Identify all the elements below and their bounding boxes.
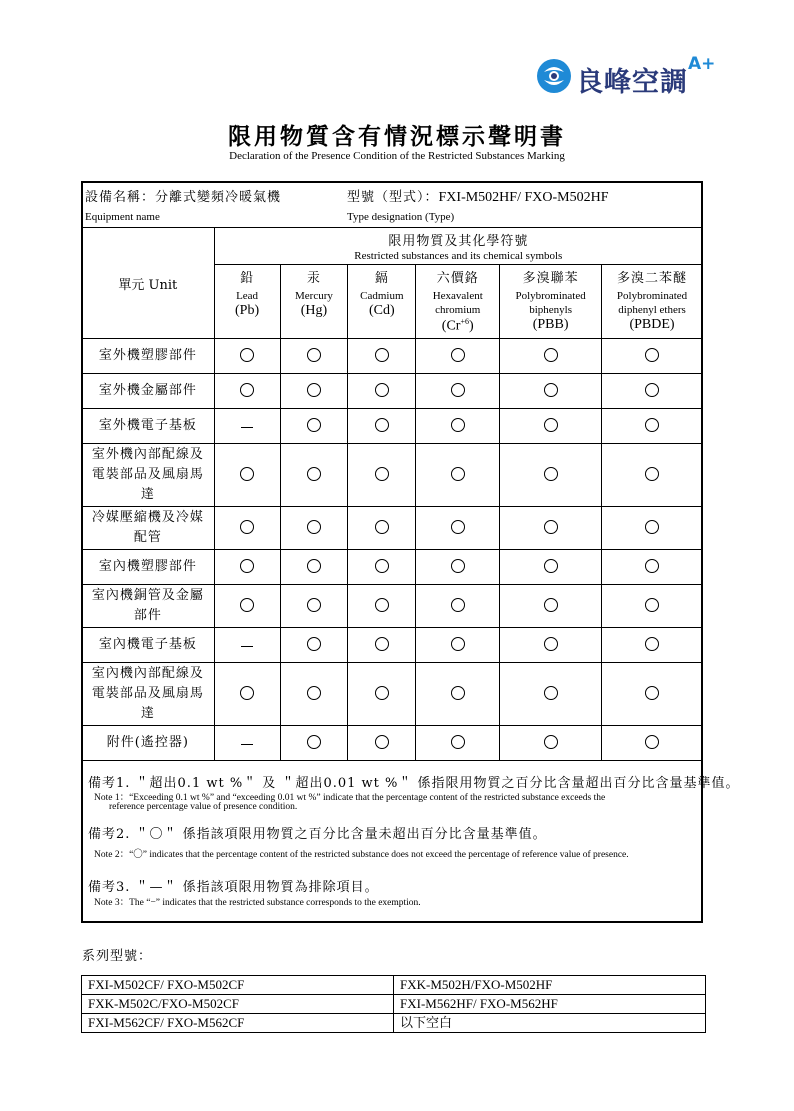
circle-mark: [375, 735, 389, 749]
mark-cell: [602, 726, 703, 761]
chemical-symbol: [416, 317, 499, 335]
circle-mark: [375, 348, 389, 362]
circle-mark: [544, 735, 558, 749]
circle-mark: [451, 686, 465, 700]
substance-name-en-2: chromium: [435, 304, 481, 316]
substances-group-header: [214, 228, 702, 265]
circle-mark: [451, 418, 465, 432]
circle-mark: [375, 637, 389, 651]
circle-mark: [645, 467, 659, 481]
row-label: 附件(遙控器): [82, 726, 215, 761]
mark-cell: [500, 374, 602, 409]
mark-cell: [416, 726, 500, 761]
circle-mark: [544, 418, 558, 432]
substance-name-zh: 汞: [306, 271, 321, 286]
company-logo: [536, 56, 716, 100]
table-row: [82, 585, 703, 628]
page-title: 限用物質含有情況標示聲明書: [228, 123, 566, 150]
substance-name-zh: 鎘: [374, 271, 389, 286]
chemical-symbol-end: ): [468, 318, 474, 334]
mark-cell: [602, 374, 703, 409]
circle-mark: [645, 348, 659, 362]
circle-mark: [307, 686, 321, 700]
substance-name-en: Lead: [236, 290, 259, 302]
circle-mark: [645, 383, 659, 397]
mark-cell: [280, 339, 348, 374]
logo-text: 良峰空調: [576, 67, 688, 98]
circle-mark: [307, 418, 321, 432]
chemical-symbol-text: (PBDE): [629, 317, 675, 332]
substance-name-en: Mercury: [295, 290, 333, 302]
substance-name-zh: 多溴二苯醚: [617, 271, 688, 286]
substance-header: [416, 265, 500, 339]
note-3-en: Note 3：The “−” indicates that the restricted substance corresponds to the exemption.: [94, 898, 421, 908]
circle-mark: [240, 383, 254, 397]
substance-name-en: Polybrominated: [616, 290, 688, 302]
mark-cell: [280, 444, 348, 507]
row-label: 室內機電子基板: [82, 628, 215, 663]
circle-mark: [307, 735, 321, 749]
row-label: 室外機塑膠部件: [82, 339, 215, 374]
substance-name-zh: 鉛: [240, 271, 255, 286]
type-label-zh: 型號（型式）：: [347, 190, 439, 205]
row-label: 室外機金屬部件: [82, 374, 215, 409]
mark-cell: [280, 550, 348, 585]
mark-cell: [602, 507, 703, 550]
series-row: [82, 995, 706, 1014]
mark-cell: [348, 507, 416, 550]
mark-cell: [214, 409, 280, 444]
circle-mark: [307, 467, 321, 481]
circle-mark: [645, 637, 659, 651]
table-row: [82, 339, 703, 374]
chemical-symbol: [281, 303, 348, 319]
circle-mark: [240, 559, 254, 573]
substance-header: [602, 265, 703, 339]
mark-cell: [500, 550, 602, 585]
mark-cell: [416, 374, 500, 409]
row-label: 室內機銅管及金屬部件: [82, 585, 215, 628]
substance-name-en: Hexavalent: [432, 290, 483, 302]
circle-mark: [375, 559, 389, 573]
circle-mark: [240, 598, 254, 612]
table-row: [82, 444, 703, 507]
mark-cell: [602, 585, 703, 628]
series-table: [81, 975, 706, 1033]
circle-mark: [451, 598, 465, 612]
circle-mark: [544, 637, 558, 651]
circle-mark: [307, 383, 321, 397]
mark-cell: [602, 409, 703, 444]
circle-mark: [375, 598, 389, 612]
chemical-symbol-text: (Hg): [300, 303, 328, 318]
circle-mark: [544, 348, 558, 362]
note-1-en-b: reference percentage value of presence condition.: [109, 802, 298, 812]
substance-header: [280, 265, 348, 339]
mark-cell: [500, 339, 602, 374]
circle-mark: [451, 637, 465, 651]
circle-mark: [375, 686, 389, 700]
circle-mark: [307, 598, 321, 612]
row-label: 室外機電子基板: [82, 409, 215, 444]
circle-mark: [240, 348, 254, 362]
circle-mark: [645, 520, 659, 534]
chemical-symbol-text: (Pb): [235, 303, 260, 318]
mark-cell: [602, 444, 703, 507]
mark-cell: [500, 628, 602, 663]
note-3-zh: 備考3. ＂—＂ 係指該項限用物質為排除項目。: [88, 880, 379, 895]
mark-cell: [348, 628, 416, 663]
circle-mark: [307, 637, 321, 651]
mark-cell: [416, 409, 500, 444]
note-1-zh: 備考1. ＂超出0.1 wt %＂ 及 ＂超出0.01 wt %＂ 係指限用物質之百分比含量超出百分比含量基準值。: [88, 776, 740, 791]
mark-cell: [280, 585, 348, 628]
circle-mark: [451, 467, 465, 481]
chemical-symbol: [348, 303, 415, 319]
mark-cell: [348, 550, 416, 585]
circle-mark: [375, 520, 389, 534]
mark-cell: [500, 444, 602, 507]
type-value: FXI-M502HF/ FXO-M502HF: [438, 190, 609, 205]
circle-mark: [645, 735, 659, 749]
circle-mark: [375, 418, 389, 432]
substance-name-zh: 六價鉻: [436, 271, 479, 286]
mark-cell: [348, 409, 416, 444]
table-row: [82, 628, 703, 663]
mark-cell: [602, 663, 703, 726]
mark-cell: [214, 585, 280, 628]
mark-cell: [280, 628, 348, 663]
mark-cell: [280, 726, 348, 761]
mark-cell: [214, 550, 280, 585]
circle-mark: [307, 348, 321, 362]
circle-mark: [451, 348, 465, 362]
circle-mark: [451, 559, 465, 573]
mark-cell: [348, 726, 416, 761]
group-header-zh: 限用物質及其化學符號: [388, 233, 529, 249]
table-row: [82, 409, 703, 444]
series-label: 系列型號：: [82, 949, 153, 964]
circle-mark: [375, 383, 389, 397]
type-designation: [347, 186, 608, 206]
mark-cell: [500, 663, 602, 726]
type-designation-en: Type designation (Type): [347, 211, 455, 223]
mark-cell: [416, 507, 500, 550]
mark-cell: [348, 444, 416, 507]
mark-cell: [602, 628, 703, 663]
circle-mark: [451, 735, 465, 749]
mark-cell: [280, 507, 348, 550]
mark-cell: [500, 585, 602, 628]
substance-header: [214, 265, 280, 339]
row-label: 室外機內部配線及電裝部品及風扇馬達: [82, 444, 215, 507]
mark-cell: [214, 374, 280, 409]
chemical-symbol-text: (Cd): [369, 303, 395, 318]
chemical-symbol-text: (Cr: [441, 318, 461, 334]
dash-mark: [241, 427, 253, 428]
equipment-name-en: Equipment name: [85, 211, 160, 223]
mark-cell: [416, 339, 500, 374]
circle-mark: [544, 598, 558, 612]
series-cell: FXI-M502CF/ FXO-M502CF: [82, 976, 394, 995]
mark-cell: [348, 339, 416, 374]
substance-name-en: Cadmium: [360, 290, 404, 302]
series-cell: FXK-M502H/FXO-M502HF: [394, 976, 706, 995]
mark-cell: [416, 585, 500, 628]
substance-name-en-2: biphenyls: [529, 304, 572, 316]
mark-cell: [214, 726, 280, 761]
circle-mark: [544, 467, 558, 481]
substance-name-en-2: diphenyl ethers: [618, 304, 686, 316]
circle-mark: [240, 520, 254, 534]
circle-mark: [451, 383, 465, 397]
mark-cell: [500, 726, 602, 761]
mark-cell: [602, 550, 703, 585]
mark-cell: [280, 374, 348, 409]
circle-mark: [645, 559, 659, 573]
circle-mark: [544, 383, 558, 397]
series-row: [82, 1014, 706, 1033]
circle-mark: [544, 520, 558, 534]
logo-mark-icon: [536, 58, 572, 94]
circle-mark: [645, 686, 659, 700]
mark-cell: [280, 409, 348, 444]
series-cell: FXI-M562CF/ FXO-M562CF: [82, 1014, 394, 1033]
note-1-en-a: Note 1：“Exceeding 0.1 wt %” and “exceeding 0.01 wt %” indicate that the percentage content of the restricted substance exceeds the: [94, 793, 606, 803]
table-row: [82, 726, 703, 761]
circle-mark: [307, 559, 321, 573]
circle-mark: [645, 418, 659, 432]
equipment-name-zh: 設備名稱：分離式變頻冷暖氣機: [85, 190, 282, 205]
chemical-symbol-sup: +6: [460, 317, 469, 326]
chemical-symbol: [500, 317, 601, 333]
table-row: [82, 550, 703, 585]
mark-cell: [348, 374, 416, 409]
mark-cell: [214, 444, 280, 507]
circle-mark: [375, 467, 389, 481]
table-row: [82, 374, 703, 409]
chemical-symbol: [215, 303, 280, 319]
mark-cell: [416, 550, 500, 585]
table-row: [82, 507, 703, 550]
table-row: [82, 663, 703, 726]
circle-mark: [544, 686, 558, 700]
mark-cell: [500, 409, 602, 444]
dash-mark: [241, 744, 253, 745]
mark-cell: [214, 339, 280, 374]
substance-name-zh: 多溴聯苯: [522, 271, 579, 286]
logo-plus: A+: [688, 54, 716, 74]
substance-name-en: Polybrominated: [515, 290, 586, 302]
mark-cell: [348, 663, 416, 726]
mark-cell: [500, 507, 602, 550]
mark-cell: [416, 444, 500, 507]
chemical-symbol-text: (PBB): [532, 317, 569, 332]
row-label: 室內機內部配線及電裝部品及風扇馬達: [82, 663, 215, 726]
series-cell: FXI-M562HF/ FXO-M562HF: [394, 995, 706, 1014]
unit-header: 單元 Unit: [82, 228, 215, 339]
substance-header: [348, 265, 416, 339]
page-subtitle: Declaration of the Presence Condition of the Restricted Substances Marking: [229, 150, 565, 162]
circle-mark: [307, 520, 321, 534]
circle-mark: [451, 520, 465, 534]
note-2-zh: 備考2. ＂〇＂ 係指該項限用物質之百分比含量未超出百分比含量基準值。: [88, 827, 547, 842]
substances-table: [81, 227, 703, 761]
chemical-symbol: [602, 317, 702, 333]
circle-mark: [240, 686, 254, 700]
mark-cell: [214, 663, 280, 726]
circle-mark: [645, 598, 659, 612]
row-label: 冷媒壓縮機及冷媒配管: [82, 507, 215, 550]
series-cell: 以下空白: [394, 1014, 706, 1033]
mark-cell: [602, 339, 703, 374]
mark-cell: [280, 663, 348, 726]
series-cell: FXK-M502C/FXO-M502CF: [82, 995, 394, 1014]
series-row: [82, 976, 706, 995]
mark-cell: [214, 507, 280, 550]
substance-header: [500, 265, 602, 339]
group-header-en: Restricted substances and its chemical symbols: [354, 249, 563, 262]
mark-cell: [416, 663, 500, 726]
row-label: 室內機塑膠部件: [82, 550, 215, 585]
mark-cell: [348, 585, 416, 628]
dash-mark: [241, 646, 253, 647]
circle-mark: [544, 559, 558, 573]
mark-cell: [214, 628, 280, 663]
mark-cell: [416, 628, 500, 663]
note-2-en: Note 2：“〇” indicates that the percentage content of the restricted substance does not exceed the percentage of reference value of presence.: [94, 850, 629, 860]
circle-mark: [240, 467, 254, 481]
